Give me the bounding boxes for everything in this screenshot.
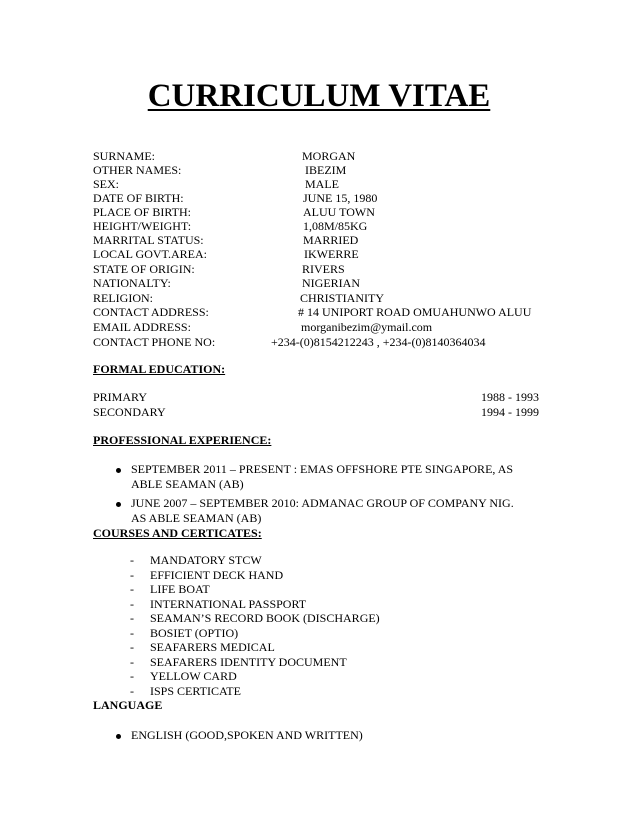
field-value-height-weight: 1,08M/85KG (303, 219, 368, 233)
field-label-nationality: NATIONALTY: (93, 276, 171, 290)
dash-marker: - (130, 626, 134, 640)
bullet-icon (116, 734, 121, 739)
course-item: SEAFARERS MEDICAL (150, 640, 275, 654)
experience-heading: PROFESSIONAL EXPERIENCE: (93, 433, 272, 447)
bullet-icon (116, 468, 121, 473)
experience-item-1-line1: SEPTEMBER 2011 – PRESENT : EMAS OFFSHORE PTE SINGAPORE, AS (131, 462, 514, 476)
education-years-secondary: 1994 - 1999 (481, 405, 539, 419)
course-item: YELLOW CARD (150, 669, 237, 683)
course-item: SEAFARERS IDENTITY DOCUMENT (150, 655, 347, 669)
course-item: BOSIET (OPTIO) (150, 626, 239, 640)
experience-item-2-line2: AS ABLE SEAMAN (AB) (131, 511, 262, 525)
course-item: INTERNATIONAL PASSPORT (150, 597, 307, 611)
dash-marker: - (130, 655, 134, 669)
dash-marker: - (130, 684, 134, 698)
dash-marker: - (130, 611, 134, 625)
experience-item-1-line2: ABLE SEAMAN (AB) (131, 477, 244, 491)
field-value-sex: MALE (305, 177, 339, 191)
field-label-sex: SEX: (93, 177, 120, 191)
field-value-nationality: NIGERIAN (302, 276, 360, 290)
dash-marker: - (130, 640, 134, 654)
field-value-other-names: IBEZIM (305, 163, 347, 177)
field-value-local-govt-area: IKWERRE (304, 247, 359, 261)
document-title (0, 76, 638, 116)
education-level-secondary: SECONDARY (93, 405, 166, 419)
course-item: ISPS CERTICATE (150, 684, 241, 698)
field-label-other-names: OTHER NAMES: (93, 163, 182, 177)
dash-marker: - (130, 553, 134, 567)
language-item: ENGLISH (GOOD,SPOKEN AND WRITTEN) (131, 728, 363, 742)
field-value-email-address: morganibezim@ymail.com (301, 320, 433, 334)
field-label-contact-phone: CONTACT PHONE NO: (93, 335, 216, 349)
title-text: CURRICULUM VITAE (147, 78, 491, 114)
dash-marker: - (130, 582, 134, 596)
dash-marker: - (130, 568, 134, 582)
field-label-height-weight: HEIGHT/WEIGHT: (93, 219, 192, 233)
field-label-email-address: EMAIL ADDRESS: (93, 320, 191, 334)
field-value-marital-status: MARRIED (303, 233, 359, 247)
field-label-marital-status: MARRITAL STATUS: (93, 233, 204, 247)
course-item: MANDATORY STCW (150, 553, 262, 567)
field-value-date-of-birth: JUNE 15, 1980 (303, 191, 378, 205)
field-value-state-of-origin: RIVERS (302, 262, 345, 276)
bullet-icon (116, 502, 121, 507)
language-heading: LANGUAGE (93, 698, 163, 712)
field-label-state-of-origin: STATE OF ORIGIN: (93, 262, 195, 276)
dash-marker: - (130, 597, 134, 611)
field-value-contact-phone: +234-(0)8154212243 , +234-(0)8140364034 (271, 335, 486, 349)
dash-marker: - (130, 669, 134, 683)
field-value-surname: MORGAN (302, 149, 356, 163)
course-item: LIFE BOAT (150, 582, 210, 596)
education-years-primary: 1988 - 1993 (481, 390, 539, 404)
field-label-place-of-birth: PLACE OF BIRTH: (93, 205, 191, 219)
courses-heading: COURSES AND CERTICATES: (93, 526, 262, 540)
field-value-religion: CHRISTIANITY (300, 291, 384, 305)
field-label-contact-address: CONTACT ADDRESS: (93, 305, 209, 319)
education-level-primary: PRIMARY (93, 390, 148, 404)
field-label-religion: RELIGION: (93, 291, 153, 305)
course-item: EFFICIENT DECK HAND (150, 568, 284, 582)
course-item: SEAMAN’S RECORD BOOK (DISCHARGE) (150, 611, 380, 625)
field-label-local-govt-area: LOCAL GOVT.AREA: (93, 247, 207, 261)
field-value-contact-address: # 14 UNIPORT ROAD OMUAHUNWO ALUU (298, 305, 532, 319)
field-label-date-of-birth: DATE OF BIRTH: (93, 191, 184, 205)
experience-item-2-line1: JUNE 2007 – SEPTEMBER 2010: ADMANAC GROUP OF COMPANY NIG. (131, 496, 514, 510)
field-label-surname: SURNAME: (93, 149, 156, 163)
education-heading: FORMAL EDUCATION: (93, 362, 226, 376)
field-value-place-of-birth: ALUU TOWN (303, 205, 375, 219)
